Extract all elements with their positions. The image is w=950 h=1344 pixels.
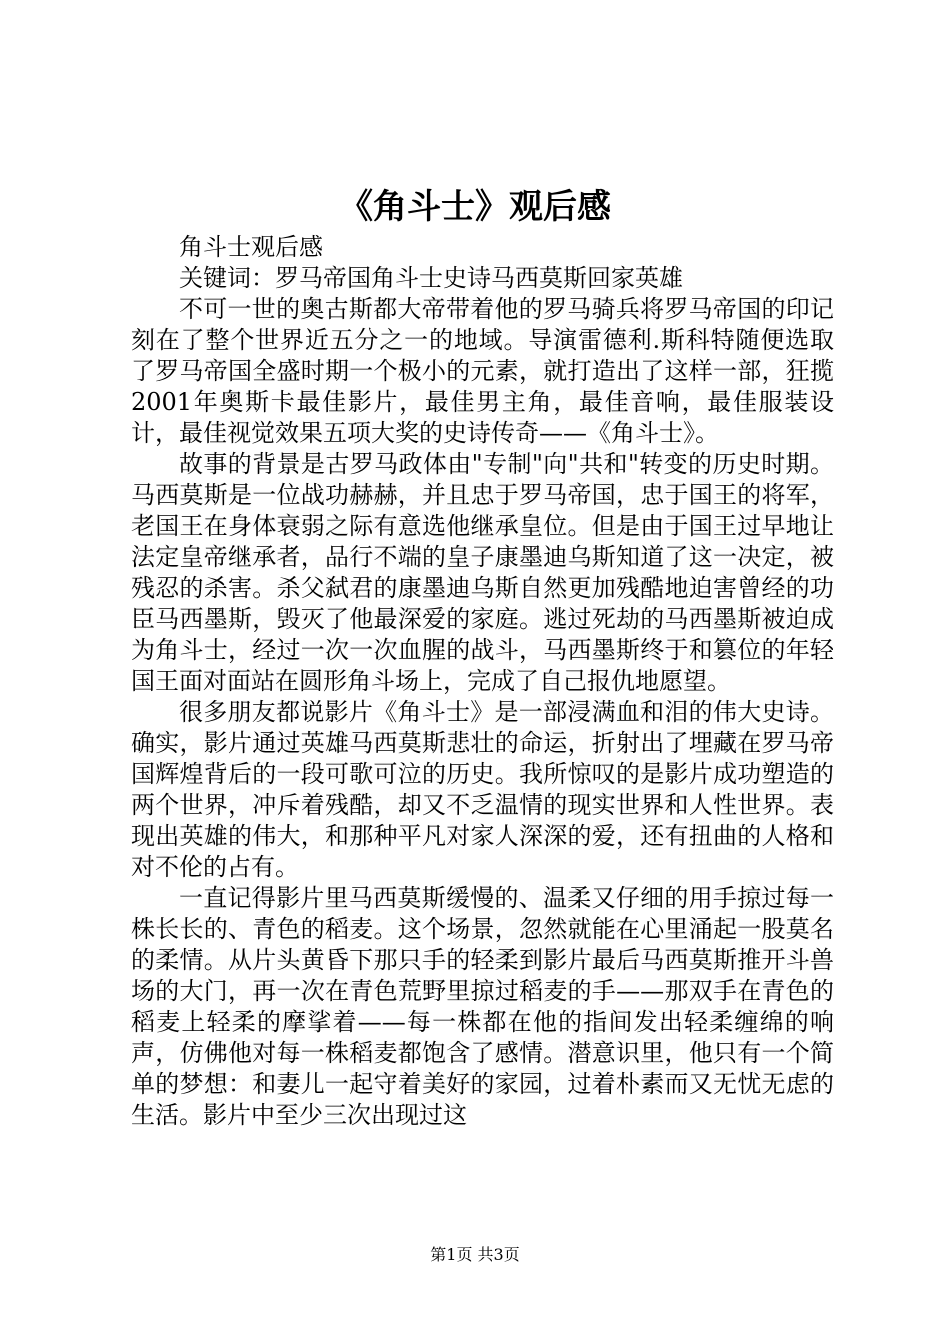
keywords-paragraph: 关键词：罗马帝国角斗士史诗马西莫斯回家英雄	[179, 264, 683, 292]
body-paragraph: 一直记得影片里马西莫斯缓慢的、温柔又仔细的用手掠过每一株长长的、青色的稻麦。这个场景，忽然就能在心里涌起一股莫名的柔情。从片头黄昏下那只手的轻柔到影片最后马西莫斯推开斗兽场的大门，再一次在青色荒野里掠过稻麦的手——那双手在青色的稻麦上轻柔的摩挲着——每一株都在他的指间发出轻柔缠绵的响声，仿佛他对每一株稻麦都饱含了感情。潜意识里，他只有一个简单的梦想：和妻儿一起守着美好的家园，过着朴素而又无忧无虑的生活。影片中至少三次出现过这	[131, 884, 834, 1129]
body-paragraph: 故事的背景是古罗马政体由"专制"向"共和"转变的历史时期。马西莫斯是一位战功赫赫，并且忠于罗马帝国，忠于国王的将军，老国王在身体衰弱之际有意选他继承皇位。但是由于国王过早地让法定皇帝继承者，品行不端的皇子康墨迪乌斯知道了这一决定，被残忍的杀害。杀父弑君的康墨迪乌斯自然更加残酷地迫害曾经的功臣马西墨斯，毁灭了他最深爱的家庭。逃过死劫的马西墨斯被迫成为角斗士，经过一次一次血腥的战斗，马西墨斯终于和篡位的年轻国王面对面站在圆形角斗场上，完成了自己报仇地愿望。	[131, 450, 834, 695]
body-paragraph: 很多朋友都说影片《角斗士》是一部浸满血和泪的伟大史诗。确实，影片通过英雄马西莫斯悲壮的命运，折射出了埋藏在罗马帝国辉煌背后的一段可歌可泣的历史。我所惊叹的是影片成功塑造的两个世界，冲斥着残酷，却又不乏温情的现实世界和人性世界。表现出英雄的伟大，和那种平凡对家人深深的爱，还有扭曲的人格和对不伦的占有。	[131, 698, 834, 881]
page-title: 《角斗士》观后感	[339, 187, 611, 227]
subtitle-paragraph: 角斗士观后感	[179, 233, 323, 261]
body-paragraph: 不可一世的奥古斯都大帝带着他的罗马骑兵将罗马帝国的印记刻在了整个世界近五分之一的地域。导演雷德利.斯科特随便选取了罗马帝国全盛时期一个极小的元素，就打造出了这样一部，狂揽2001年奥斯卡最佳影片，最佳男主角，最佳音响，最佳服装设计，最佳视觉效果五项大奖的史诗传奇——《角斗士》。	[131, 295, 834, 447]
document-body	[131, 232, 834, 1131]
page-footer: 第1页 共3页	[430, 1245, 520, 1264]
